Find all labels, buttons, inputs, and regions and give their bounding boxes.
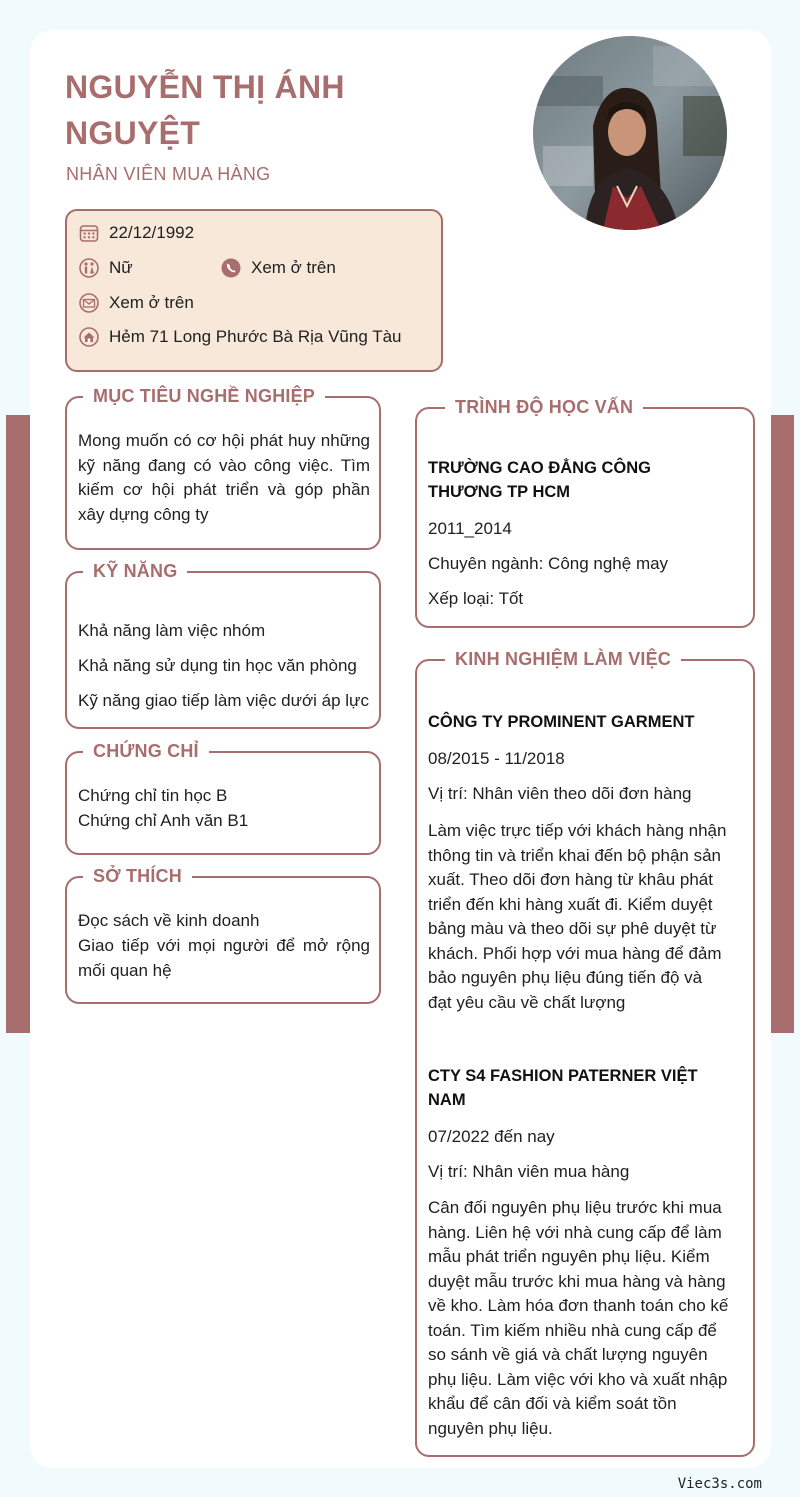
hobbies-section bbox=[65, 866, 381, 1004]
job-position: Vị trí: Nhân viên mua hàng bbox=[428, 1162, 630, 1181]
certificates-section bbox=[65, 741, 381, 855]
phone-icon bbox=[220, 257, 242, 279]
envelope-icon bbox=[78, 292, 100, 314]
job-company: CTY S4 FASHION PATERNER VIỆT NAM bbox=[428, 1067, 698, 1109]
education-section bbox=[415, 397, 755, 628]
phone-row bbox=[220, 257, 336, 279]
address-row bbox=[78, 326, 402, 348]
right-accent-band bbox=[770, 415, 794, 1033]
contact-info-box bbox=[65, 209, 443, 372]
birthday-value: 22/12/1992 bbox=[109, 223, 195, 242]
certificate-item: Chứng chỉ Anh văn B1 bbox=[78, 811, 249, 830]
skill-item: Kỹ năng giao tiếp làm việc dưới áp lực bbox=[78, 691, 369, 710]
job-description: Cân đối nguyên phụ liệu trước khi mua hàng. Liên hệ với nhà cung cấp để làm mẫu phát triển nguyên phụ liệu. Kiểm duyệt mẫu trước khi mua hàng và hàng về kho. Làm hóa đơn thanh toán cho kế toán. Tìm kiếm nhiều nhà cung cấp để so sánh về giá và chất lượng nguyên phụ liệu. Làm việc với kho và xuất nhập khẩu để cân đối và kiểm soát tồn nguyên phụ liệu. bbox=[428, 1198, 729, 1438]
avatar bbox=[533, 36, 727, 230]
job-description: Làm việc trực tiếp với khách hàng nhận thông tin và triển khai đến bộ phận sản xuất. Theo dõi đơn hàng từ khâu phát triển đến khi hàng xuất đi. Kiểm duyệt bảng màu và theo dõi sự phê duyệt từ khách. Phối hợp với mua hàng để đảm bảo nguyên phụ liệu đúng tiến độ và đạt yêu cầu về chất lượng bbox=[428, 821, 727, 1012]
gender-row bbox=[78, 257, 133, 279]
hobbies-title: SỞ THÍCH bbox=[83, 866, 192, 887]
objective-section bbox=[65, 386, 381, 550]
gender-icon bbox=[78, 257, 100, 279]
phone-value: Xem ở trên bbox=[251, 258, 336, 277]
portrait-photo-icon bbox=[533, 36, 727, 230]
left-accent-band bbox=[6, 415, 30, 1033]
objective-title: MỤC TIÊU NGHỀ NGHIỆP bbox=[83, 386, 325, 407]
gender-value: Nữ bbox=[109, 258, 133, 277]
skill-item: Khả năng làm việc nhóm bbox=[78, 621, 266, 640]
skills-section bbox=[65, 561, 381, 729]
education-period: 2011_2014 bbox=[428, 519, 512, 538]
home-icon bbox=[78, 326, 100, 348]
education-grade: Xếp loại: Tốt bbox=[428, 589, 524, 608]
certificate-item: Chứng chỉ tin học B bbox=[78, 786, 228, 805]
school-name: TRƯỜNG CAO ĐẲNG CÔNG THƯƠNG TP HCM bbox=[428, 459, 652, 501]
candidate-job-title: NHÂN VIÊN MUA HÀNG bbox=[66, 164, 271, 184]
email-value: Xem ở trên bbox=[109, 293, 194, 312]
job-period: 07/2022 đến nay bbox=[428, 1127, 555, 1146]
job-position: Vị trí: Nhân viên theo dõi đơn hàng bbox=[428, 784, 692, 803]
calendar-icon bbox=[78, 222, 100, 244]
birthday-row bbox=[78, 222, 194, 244]
education-title: TRÌNH ĐỘ HỌC VẤN bbox=[445, 397, 643, 418]
hobby-item: Đọc sách về kinh doanh bbox=[78, 911, 260, 930]
skill-item: Khả năng sử dụng tin học văn phòng bbox=[78, 656, 357, 675]
candidate-name: NGUYỄN THỊ ÁNH NGUYỆT bbox=[65, 69, 345, 151]
skills-title: KỸ NĂNG bbox=[83, 561, 187, 582]
education-major: Chuyên ngành: Công nghệ may bbox=[428, 554, 669, 573]
hobby-item: Giao tiếp với mọi người để mở rộng mối quan hệ bbox=[78, 936, 370, 980]
job-period: 08/2015 - 11/2018 bbox=[428, 749, 565, 768]
job-company: CÔNG TY PROMINENT GARMENT bbox=[428, 713, 695, 731]
certificates-title: CHỨNG CHỈ bbox=[83, 741, 209, 762]
experience-section bbox=[415, 649, 755, 1457]
address-value: Hẻm 71 Long Phước Bà Rịa Vũng Tàu bbox=[109, 327, 402, 346]
objective-text: Mong muốn có cơ hội phát huy những kỹ năng đang có vào công việc. Tìm kiếm cơ hội phát triển và góp phần xây dựng công ty bbox=[78, 431, 370, 524]
watermark: Viec3s.com bbox=[677, 1476, 762, 1492]
email-row bbox=[78, 292, 194, 314]
experience-title: KINH NGHIỆM LÀM VIỆC bbox=[445, 649, 681, 670]
